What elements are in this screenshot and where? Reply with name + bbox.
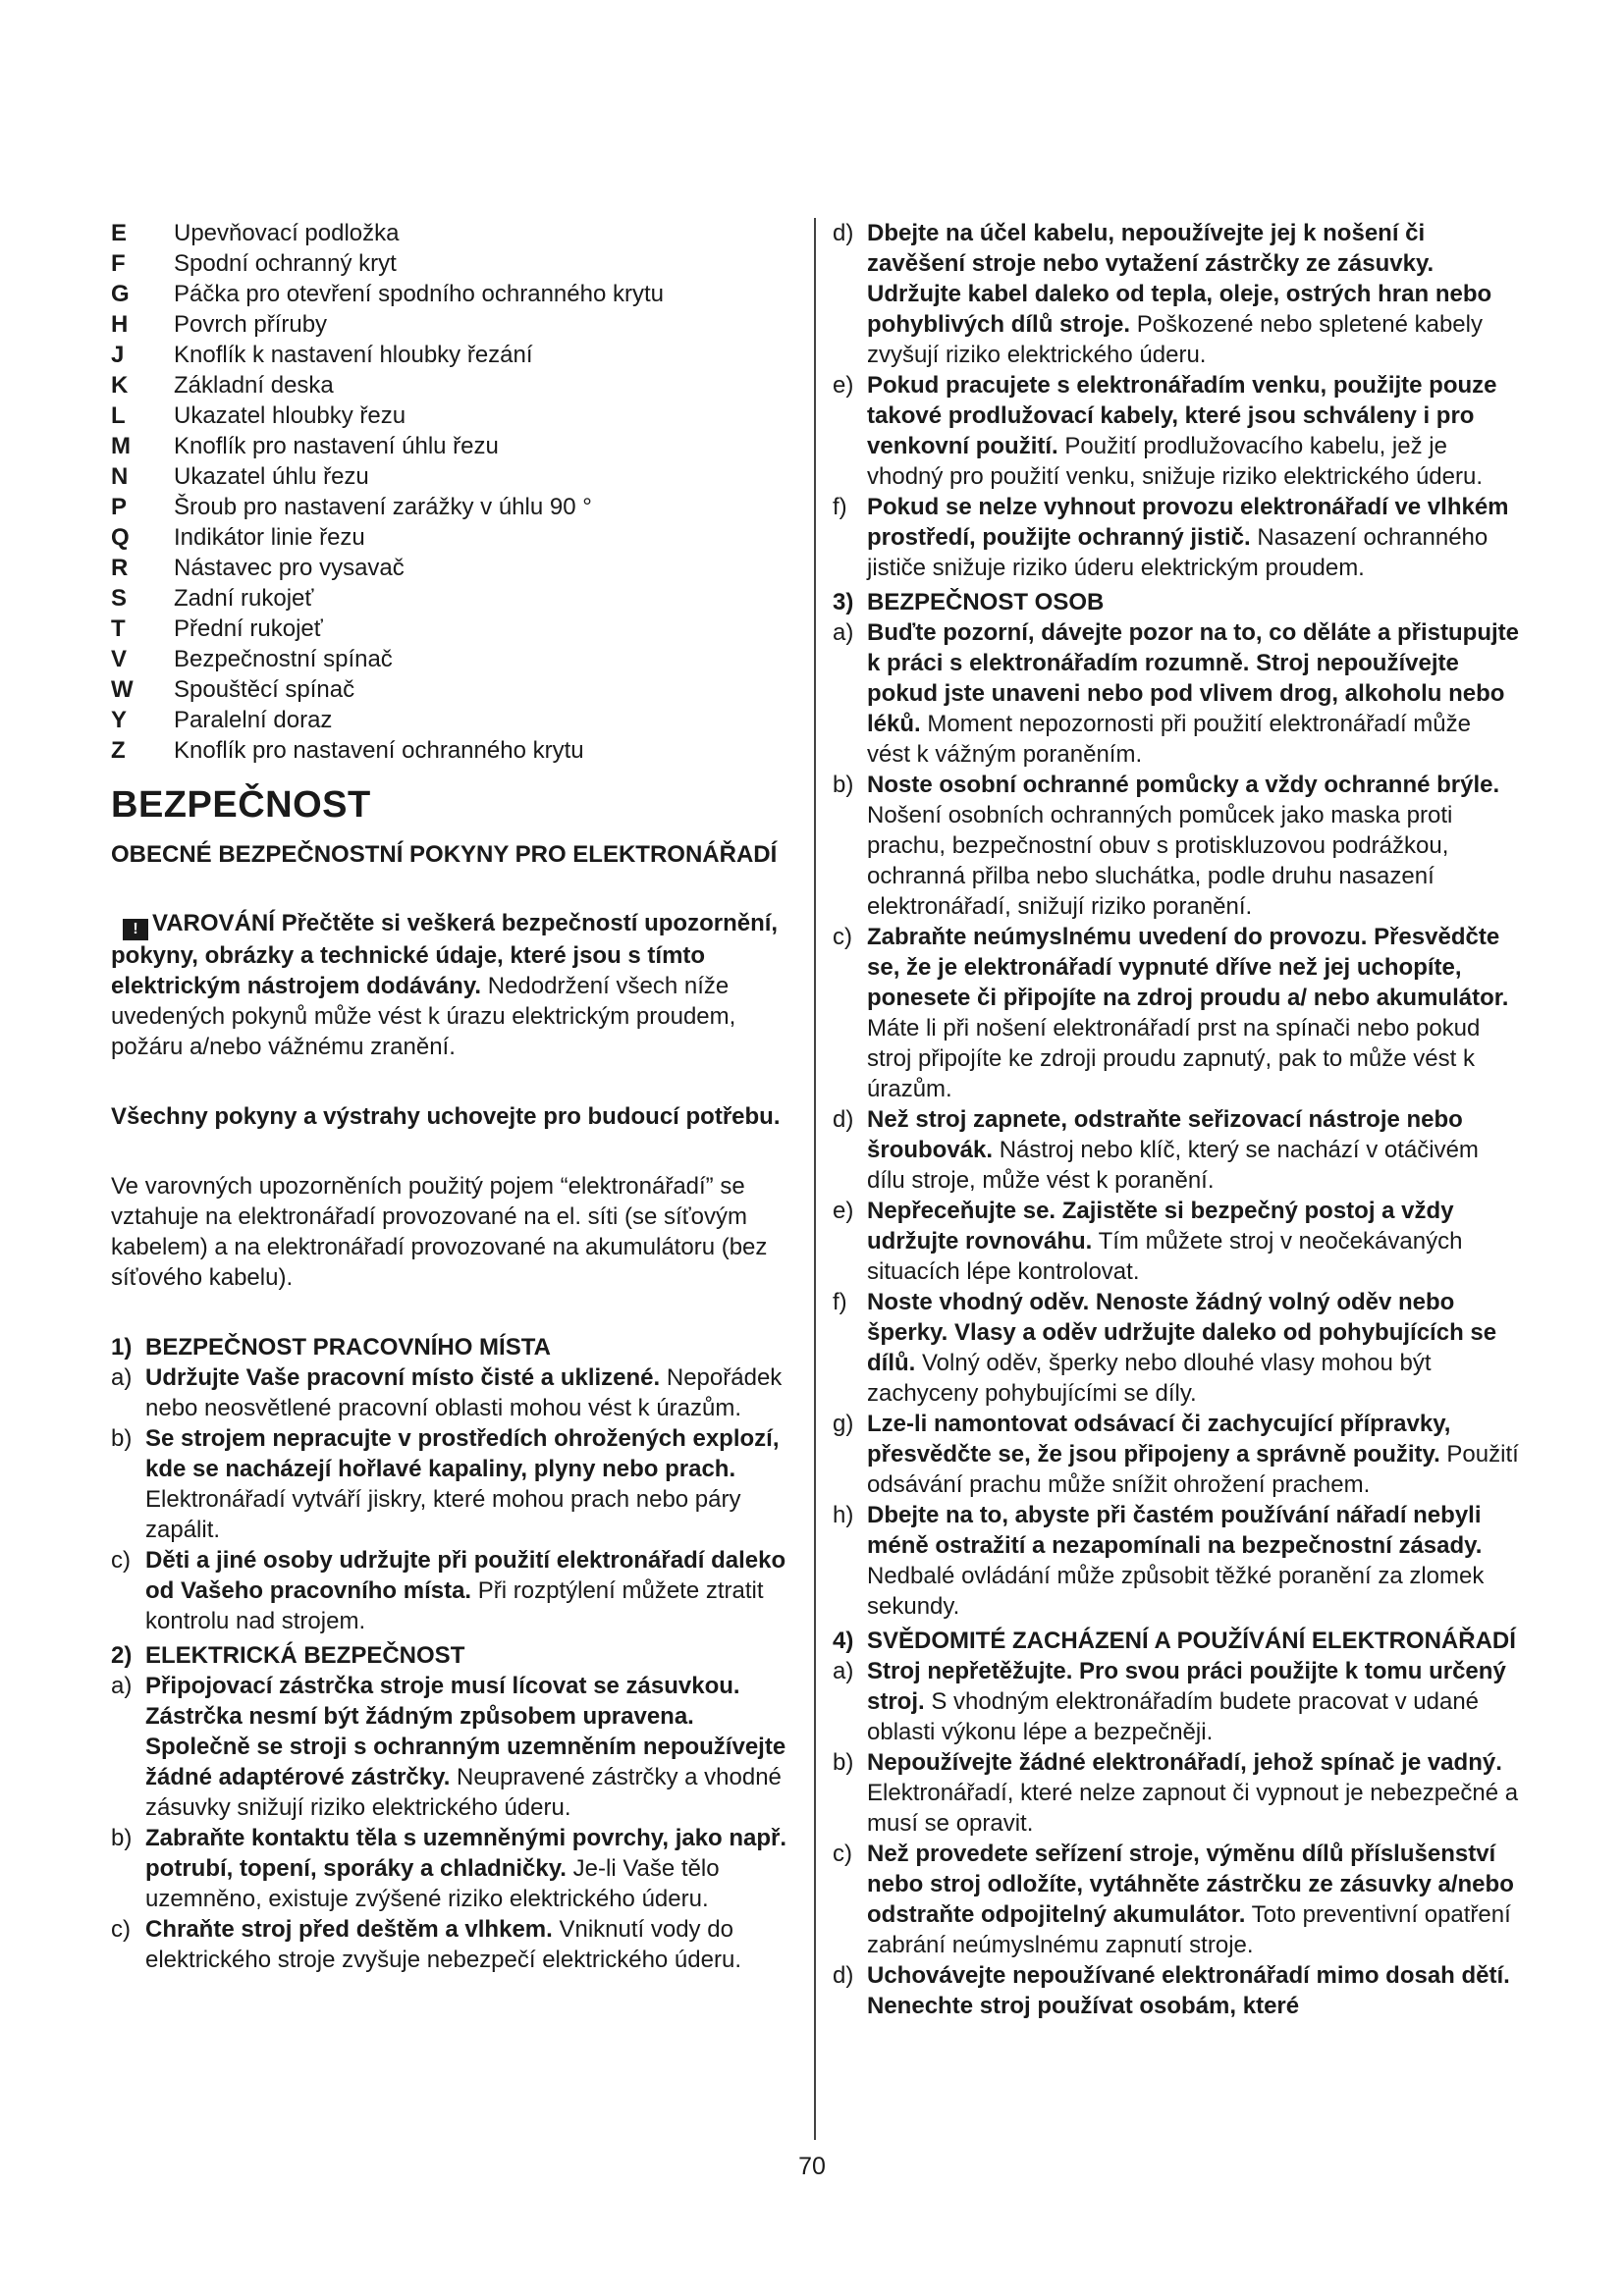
list-item <box>111 1423 798 1545</box>
legend-key: Y <box>111 707 128 733</box>
item-bold: Se strojem nepracujte v prostředích ohrožených explozí, kde se nacházejí hořlavé kapaliny, plyny nebo prach. <box>145 1425 780 1482</box>
list-item <box>833 370 1520 492</box>
legend-key: W <box>111 676 134 703</box>
warning-paragraph <box>111 908 798 1062</box>
group-title <box>833 1626 1520 1656</box>
legend-key: H <box>111 311 129 338</box>
list-item <box>833 1409 1520 1500</box>
item-label: f) <box>833 494 847 520</box>
item-label: a) <box>111 1364 133 1391</box>
group-title-text: BEZPEČNOST PRACOVNÍHO MÍSTA <box>145 1334 551 1361</box>
list-item <box>833 1500 1520 1622</box>
item-label: b) <box>833 1749 854 1776</box>
list-item <box>111 1823 798 1914</box>
list-item <box>833 1747 1520 1839</box>
legend-key: V <box>111 646 128 672</box>
group-title <box>111 1640 798 1671</box>
item-bold: Pokud pracujete s elektronářadím venku, použijte pouze takové prodlužovací kabely, které jsou schváleny i pro venkovní použití. <box>867 372 1497 459</box>
legend-row <box>111 583 798 614</box>
legend-row <box>111 431 798 461</box>
item-bold: Zabraňte neúmyslnému uvedení do provozu. Přesvědčte se, že je elektronářadí vypnuté dříve než jej uchopíte, ponesete či připojíte na zdroj proudu a/ nebo akumulátor. <box>867 924 1509 1011</box>
legend-text: Páčka pro otevření spodního ochranného krytu <box>174 281 664 307</box>
legend-row <box>111 705 798 735</box>
item-text: Toto preventivní opatření zabrání neúmyslnému zapnutí stroje. <box>867 1901 1511 1958</box>
item-text: Volný oděv, šperky nebo dlouhé vlasy mohou být zachyceny pohybujícími se díly. <box>867 1350 1432 1407</box>
list-item <box>833 1104 1520 1196</box>
legend-key: T <box>111 615 126 642</box>
list-item <box>833 1839 1520 1960</box>
legend-text: Upevňovací podložka <box>174 220 400 246</box>
item-text: Při rozptýlení můžete ztratit kontrolu nad strojem. <box>145 1577 764 1634</box>
group-number: 3) <box>833 589 854 615</box>
column-divider <box>814 218 816 2140</box>
list-item <box>833 770 1520 922</box>
legend-text: Nástavec pro vysavač <box>174 555 405 581</box>
item-bold: Udržujte Vaše pracovní místo čisté a uklizené. <box>145 1364 661 1391</box>
legend-row <box>111 218 798 248</box>
item-text: Použití odsávání prachu může snížit ohrožení prachem. <box>867 1441 1519 1498</box>
item-bold: Lze-li namontovat odsávací či zachycující přípravky, přesvědčte se, že jsou připojeny a správně použity. <box>867 1411 1451 1468</box>
item-bold: Připojovací zástrčka stroje musí lícovat se zásuvkou. Zástrčka nesmí být žádným způsobem upravena. Společně se stroji s ochranným uzemněním nepoužívejte žádné adaptérové zástrčky. <box>145 1673 786 1790</box>
group-number: 2) <box>111 1642 133 1669</box>
legend-row <box>111 614 798 644</box>
item-label: c) <box>111 1916 131 1943</box>
legend-text: Paralelní doraz <box>174 707 333 733</box>
legend-row <box>111 674 798 705</box>
sub-title: OBECNÉ BEZPEČNOSTNÍ POKYNY PRO ELEKTRONÁŘADÍ <box>111 841 778 868</box>
item-text: Elektronářadí, které nelze zapnout či vypnout je nebezpečné a musí se opravit. <box>867 1780 1519 1837</box>
item-label: d) <box>833 220 854 246</box>
warning-icon: ! <box>123 919 148 940</box>
item-bold: Nepoužívejte žádné elektronářadí, jehož spínač je vadný. <box>867 1749 1502 1776</box>
item-bold: Dbejte na to, abyste při častém používání nářadí nebyli méně ostražití a nezapomínali na bezpečnostní zásady. <box>867 1502 1483 1559</box>
item-bold: Dbejte na účel kabelu, nepoužívejte jej k nošení či zavěšení stroje nebo vytažení zástrčky ze zásuvky. Udržujte kabel daleko od tepla, oleje, ostrých hran nebo pohyblivých dílů stroje. <box>867 220 1492 338</box>
parts-legend <box>111 218 798 766</box>
item-text: S vhodným elektronářadím budete pracovat v udané oblasti výkonu lépe a bezpečněji. <box>867 1688 1480 1745</box>
list-item <box>833 218 1520 370</box>
item-bold: Uchovávejte nepoužívané elektronářadí mimo dosah dětí. Nenechte stroj používat osobám, které <box>867 1962 1510 2019</box>
list-item <box>111 1914 798 1975</box>
item-bold: Stroj nepřetěžujte. Pro svou práci použijte k tomu určený stroj. <box>867 1658 1506 1715</box>
legend-row <box>111 553 798 583</box>
group-title-text: BEZPEČNOST OSOB <box>867 589 1105 615</box>
warning-text: Nedodržení všech níže uvedených pokynů může vést k úrazu elektrickým proudem, požáru a/nebo vážnému zranění. <box>111 973 736 1060</box>
legend-text: Šroub pro nastavení zarážky v úhlu 90 ° <box>174 494 592 520</box>
legend-row <box>111 400 798 431</box>
legend-row <box>111 370 798 400</box>
keep-instructions: Všechny pokyny a výstrahy uchovejte pro budoucí potřebu. <box>111 1103 781 1130</box>
item-bold: Noste vhodný oděv. Nenoste žádný volný oděv nebo šperky. Vlasy a oděv udržujte daleko od pohybujících se dílů. <box>867 1289 1497 1376</box>
item-text: Vniknutí vody do elektrického stroje zvyšuje nebezpečí elektrického úderu. <box>145 1916 741 1973</box>
legend-row <box>111 248 798 279</box>
item-label: a) <box>833 619 854 646</box>
item-text: Nedbalé ovládání může způsobit těžké poranění za zlomek sekundy. <box>867 1563 1485 1620</box>
legend-key: S <box>111 585 128 612</box>
item-label: f) <box>833 1289 847 1315</box>
legend-text: Ukazatel hloubky řezu <box>174 402 406 429</box>
term-note: Ve varovných upozorněních použitý pojem “elektronářadí” se vztahuje na elektronářadí provozované na el. síti (se síťovým kabelem) a na elektronářadí provozované na akumulátoru (bez síťového kabelu). <box>111 1173 768 1291</box>
legend-row <box>111 522 798 553</box>
item-label: c) <box>833 924 852 950</box>
item-text: Je-li Vaše tělo uzemněno, existuje zvýšené riziko elektrického úderu. <box>145 1855 720 1912</box>
legend-text: Základní deska <box>174 372 334 399</box>
item-label: c) <box>833 1841 852 1867</box>
list-item <box>111 1545 798 1636</box>
legend-row <box>111 279 798 309</box>
item-bold: Zabraňte kontaktu těla s uzemněnými povrchy, jako např. potrubí, topení, sporáky a chladničky. <box>145 1825 787 1882</box>
item-label: h) <box>833 1502 854 1528</box>
item-label: d) <box>833 1962 854 1989</box>
legend-text: Indikátor linie řezu <box>174 524 365 551</box>
legend-key: L <box>111 402 126 429</box>
legend-text: Ukazatel úhlu řezu <box>174 463 369 490</box>
item-text: Elektronářadí vytváří jiskry, které mohou prach nebo páry zapálit. <box>145 1486 741 1543</box>
item-text: Nasazení ochranného jističe snižuje riziko úderu elektrickým proudem. <box>867 524 1489 581</box>
item-label: e) <box>833 372 854 399</box>
item-label: g) <box>833 1411 854 1437</box>
list-item <box>833 922 1520 1104</box>
legend-row <box>111 492 798 522</box>
group-title <box>111 1332 798 1362</box>
page-number: 70 <box>798 2153 826 2180</box>
legend-row <box>111 644 798 674</box>
legend-row <box>111 735 798 766</box>
item-bold: Nepřeceňujte se. Zajistěte si bezpečný postoj a vždy udržujte rovnováhu. <box>867 1198 1454 1255</box>
legend-text: Přední rukojeť <box>174 615 323 642</box>
item-text: Neupravené zástrčky a vhodné zásuvky snižují riziko elektrického úderu. <box>145 1764 782 1821</box>
legend-key: N <box>111 463 129 490</box>
legend-key: M <box>111 433 131 459</box>
section-title: BEZPEČNOST <box>111 784 371 826</box>
list-item <box>833 492 1520 583</box>
item-bold: Než stroj zapnete, odstraňte seřizovací nástroje nebo šroubovák. <box>867 1106 1463 1163</box>
list-item <box>833 1196 1520 1287</box>
legend-key: J <box>111 342 125 368</box>
list-item <box>111 1362 798 1423</box>
legend-key: P <box>111 494 128 520</box>
group-title <box>833 587 1520 617</box>
item-bold: Děti a jiné osoby udržujte při použití elektronářadí daleko od Vašeho pracovního místa. <box>145 1547 786 1604</box>
legend-text: Zadní rukojeť <box>174 585 314 612</box>
group-title-text: SVĚDOMITÉ ZACHÁZENÍ A POUŽÍVÁNÍ ELEKTRONÁŘADÍ <box>867 1628 1516 1654</box>
item-bold: Pokud se nelze vyhnout provozu elektronářadí ve vlhkém prostředí, použijte ochranný jistič. <box>867 494 1509 551</box>
item-label: a) <box>833 1658 854 1684</box>
item-label: a) <box>111 1673 133 1699</box>
item-bold: Noste osobní ochranné pomůcky a vždy ochranné brýle. <box>867 772 1500 798</box>
legend-row <box>111 309 798 340</box>
legend-key: F <box>111 250 126 277</box>
list-item <box>833 617 1520 770</box>
legend-row <box>111 340 798 370</box>
item-label: b) <box>111 1425 133 1452</box>
legend-text: Spouštěcí spínač <box>174 676 355 703</box>
list-item <box>833 1287 1520 1409</box>
item-label: d) <box>833 1106 854 1133</box>
item-label: b) <box>111 1825 133 1851</box>
item-text: Máte li při nošení elektronářadí prst na spínači nebo pokud stroj připojíte ke zdroji proudu zapnutý, pak to může vést k úrazům. <box>867 1015 1481 1102</box>
legend-text: Spodní ochranný kryt <box>174 250 397 277</box>
item-text: Poškozené nebo spletené kabely zvyšují riziko elektrického úderu. <box>867 311 1483 368</box>
item-text: Moment nepozornosti při použití elektronářadí může vést k vážným poraněním. <box>867 711 1471 768</box>
item-label: c) <box>111 1547 131 1574</box>
list-item <box>111 1671 798 1823</box>
item-bold: Chraňte stroj před deštěm a vlhkem. <box>145 1916 553 1943</box>
legend-key: R <box>111 555 129 581</box>
item-text: Nástroj nebo klíč, který se nachází v otáčivém dílu stroje, může vést k poranění. <box>867 1137 1479 1194</box>
group-title-text: ELEKTRICKÁ BEZPEČNOST <box>145 1642 465 1669</box>
item-text: Nošení osobních ochranných pomůcek jako maska proti prachu, bezpečnostní obuv s protiskluzovou podrážkou, ochranná přilba nebo sluchátka, podle druhu nasazení elektronářadí, snižují riziko poranění. <box>867 802 1453 920</box>
item-text: Tím můžete stroj v neočekávaných situacích lépe kontrolovat. <box>867 1228 1463 1285</box>
legend-key: G <box>111 281 130 307</box>
legend-key: E <box>111 220 128 246</box>
item-text: Použití prodlužovacího kabelu, jež je vhodný pro použití venku, snižuje riziko elektrického úderu. <box>867 433 1483 490</box>
right-column <box>833 218 1520 2021</box>
legend-text: Povrch příruby <box>174 311 328 338</box>
group-number: 1) <box>111 1334 133 1361</box>
group-number: 4) <box>833 1628 854 1654</box>
warning-lead: VAROVÁNÍ Přečtěte si veškerá bezpečností upozornění, pokyny, obrázky a technické údaje, které jsou s tímto elektrickým nástrojem dodávány. <box>111 910 779 999</box>
legend-text: Knoflík pro nastavení úhlu řezu <box>174 433 499 459</box>
item-bold: Buďte pozorní, dávejte pozor na to, co děláte a přistupujte k práci s elektronářadím rozumně. Stroj nepoužívejte pokud jste unaveni nebo pod vlivem drog, alkoholu nebo léků. <box>867 619 1519 737</box>
legend-text: Knoflík k nastavení hloubky řezání <box>174 342 533 368</box>
item-text: Nepořádek nebo neosvětlené pracovní oblasti mohou vést k úrazům. <box>145 1364 783 1421</box>
item-bold: Než provedete seřízení stroje, výměnu dílů příslušenství nebo stroj odložíte, vytáhněte zástrčku ze zásuvky a/nebo odstraňte odpojitelný akumulátor. <box>867 1841 1514 1928</box>
item-label: b) <box>833 772 854 798</box>
legend-key: K <box>111 372 129 399</box>
list-item <box>833 1960 1520 2021</box>
legend-key: Q <box>111 524 130 551</box>
legend-row <box>111 461 798 492</box>
item-label: e) <box>833 1198 854 1224</box>
list-item <box>833 1656 1520 1747</box>
legend-text: Knoflík pro nastavení ochranného krytu <box>174 737 584 764</box>
left-column <box>111 218 798 1975</box>
legend-key: Z <box>111 737 126 764</box>
legend-text: Bezpečnostní spínač <box>174 646 393 672</box>
